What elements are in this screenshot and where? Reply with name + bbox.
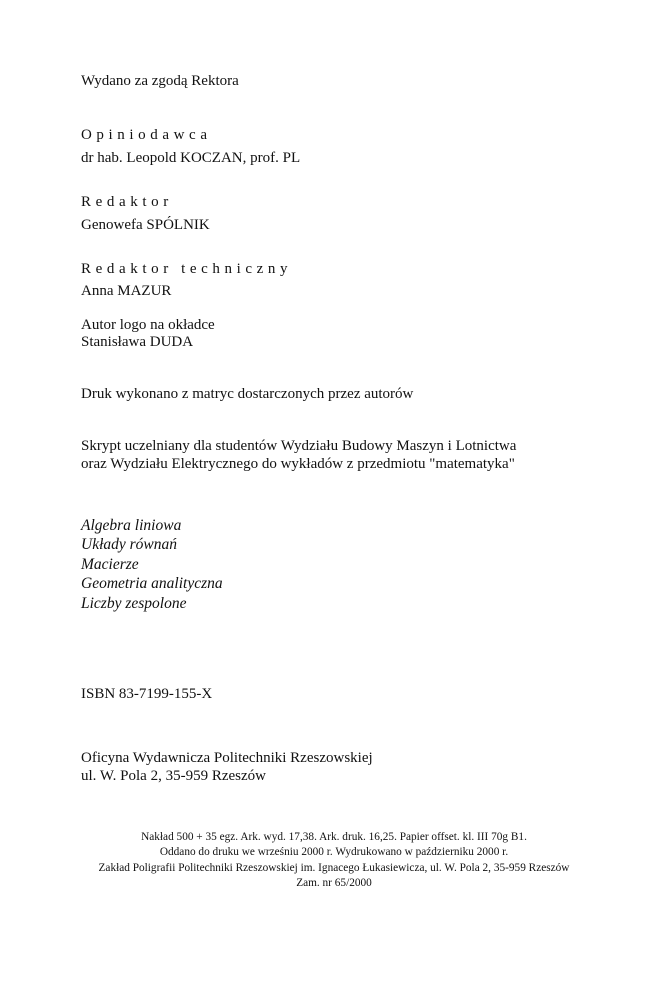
approval-note: Wydano za zgodą Rektora xyxy=(81,73,239,89)
imprint-line: Nakład 500 + 35 egz. Ark. wyd. 17,38. Ark. druk. 16,25. Papier offset. kl. III 70g B1. xyxy=(141,831,527,843)
topic-item: Liczby zespolone xyxy=(81,594,187,612)
logo-author-name: Stanisława DUDA xyxy=(81,334,194,350)
topic-item: Układy równań xyxy=(81,536,178,554)
script-description-line-1: Skrypt uczelniany dla studentów Wydziału Budowy Maszyn i Lotnictwa xyxy=(81,438,517,454)
technical-editor-name: Anna MAZUR xyxy=(81,283,172,299)
reviewer-label: Opiniodawca xyxy=(81,127,212,143)
imprint-line: Zam. nr 65/2000 xyxy=(296,876,372,889)
publisher-name: Oficyna Wydawnicza Politechniki Rzeszowskiej xyxy=(81,750,373,766)
print-note: Druk wykonano z matryc dostarczonych przez autorów xyxy=(81,386,414,402)
topic-item: Macierze xyxy=(81,555,139,573)
technical-editor-label: Redaktor techniczny xyxy=(81,261,293,277)
logo-author-label: Autor logo na okładce xyxy=(81,317,215,333)
publisher-address: ul. W. Pola 2, 35-959 Rzeszów xyxy=(81,768,266,784)
topic-item: Algebra liniowa xyxy=(81,517,182,534)
topic-item: Geometria analityczna xyxy=(81,575,223,593)
editor-name: Genowefa SPÓLNIK xyxy=(81,217,210,233)
topic-list xyxy=(81,516,223,613)
imprint-line: Zakład Poligrafii Politechniki Rzeszowskiej im. Ignacego Łukasiewicza, ul. W. Pola 2, 35-959 Rzeszów xyxy=(98,861,570,874)
reviewer-name: dr hab. Leopold KOCZAN, prof. PL xyxy=(81,150,301,166)
editor-label: Redaktor xyxy=(81,194,173,210)
script-description-line-2: oraz Wydziału Elektrycznego do wykładów z przedmiotu "matematyka" xyxy=(81,456,515,472)
imprint-line: Oddano do druku we wrześniu 2000 r. Wydrukowano w październiku 2000 r. xyxy=(159,846,509,859)
isbn: ISBN 83-7199-155-X xyxy=(81,686,213,702)
imprint-block xyxy=(0,830,668,891)
